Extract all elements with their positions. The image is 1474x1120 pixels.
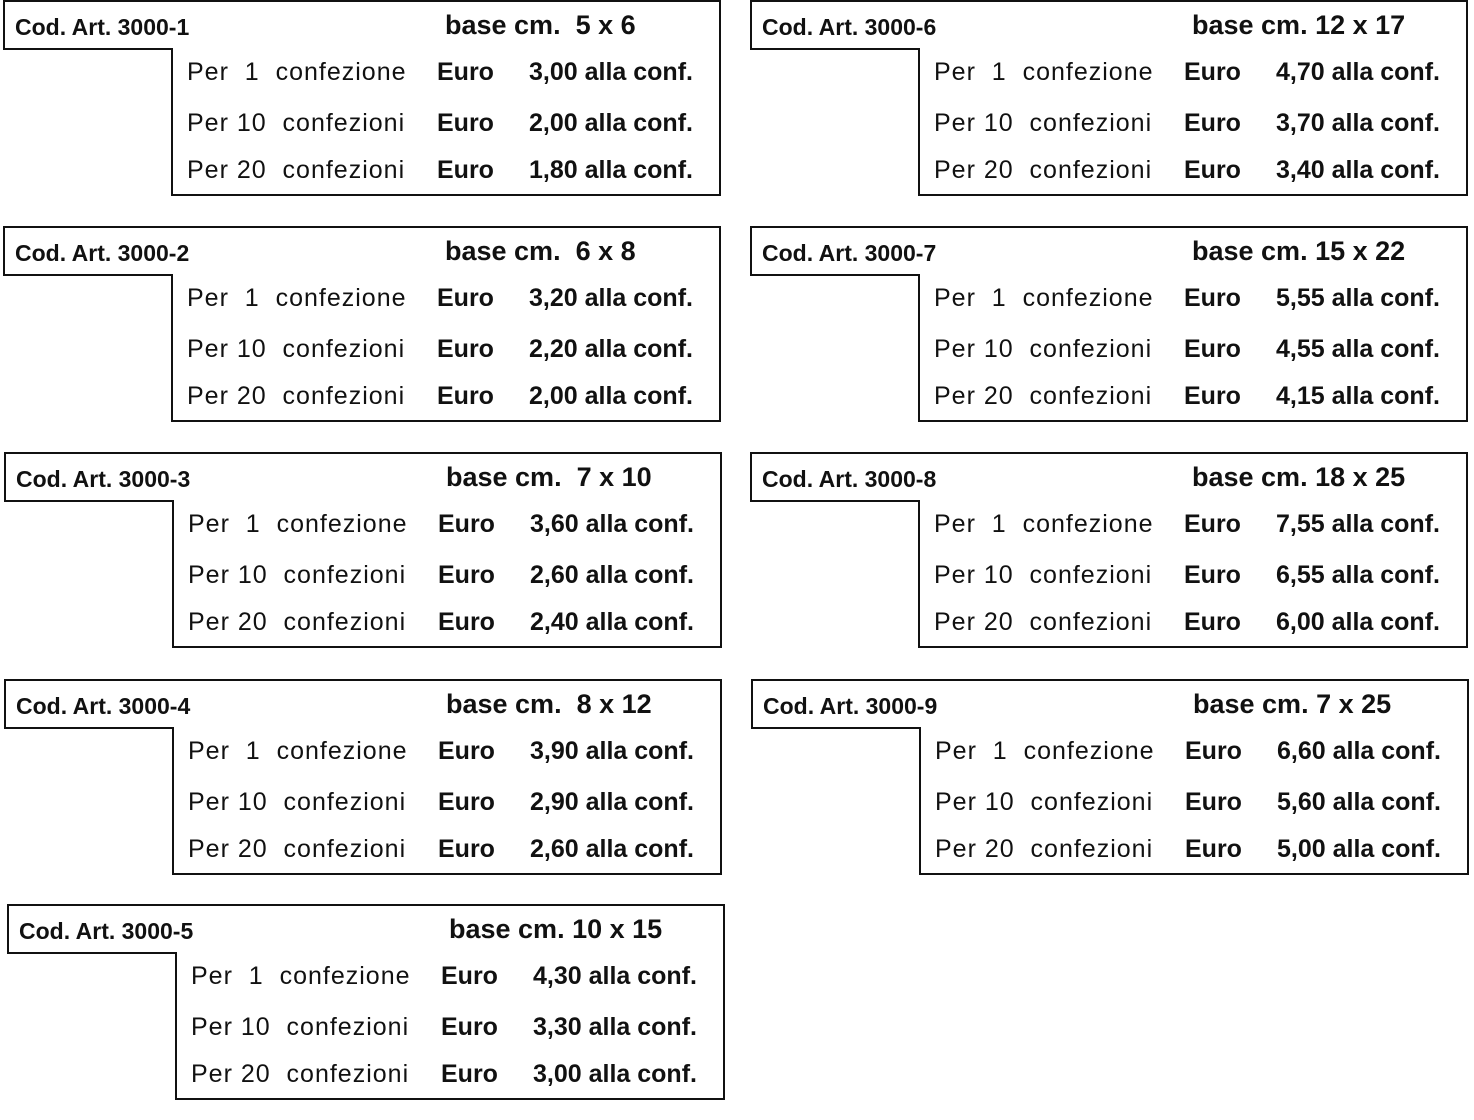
- article-base-size: base cm. 10 x 15: [449, 914, 663, 944]
- quantity-label: Per 20 confezioni: [187, 156, 406, 184]
- price-row: [920, 152, 1466, 192]
- currency-label: Euro: [438, 608, 495, 636]
- article-base-size: base cm. 6 x 8: [445, 236, 636, 266]
- article-code: Cod. Art. 3000-5: [19, 918, 194, 944]
- article-header: [4, 679, 722, 729]
- quantity-label: Per 1 confezione: [934, 510, 1154, 538]
- unit-price: 2,60 alla conf.: [530, 561, 694, 589]
- currency-label: Euro: [1185, 788, 1242, 816]
- price-row: [173, 105, 719, 145]
- unit-price: 2,60 alla conf.: [530, 835, 694, 863]
- article-code: Cod. Art. 3000-9: [763, 693, 938, 719]
- currency-label: Euro: [437, 284, 494, 312]
- price-table: [919, 727, 1469, 875]
- article-header: [750, 0, 1468, 50]
- currency-label: Euro: [441, 962, 498, 990]
- quantity-label: Per 10 confezioni: [934, 561, 1153, 589]
- article-block-3000-2: [3, 226, 721, 422]
- article-header: [3, 226, 721, 276]
- unit-price: 4,15 alla conf.: [1276, 382, 1440, 410]
- price-table: [918, 274, 1468, 422]
- article-block-3000-7: [750, 226, 1468, 422]
- unit-price: 7,55 alla conf.: [1276, 510, 1440, 538]
- currency-label: Euro: [438, 510, 495, 538]
- quantity-label: Per 1 confezione: [188, 737, 408, 765]
- price-row: [174, 506, 720, 546]
- unit-price: 5,00 alla conf.: [1277, 835, 1441, 863]
- unit-price: 6,55 alla conf.: [1276, 561, 1440, 589]
- price-row: [173, 331, 719, 371]
- currency-label: Euro: [437, 58, 494, 86]
- unit-price: 5,60 alla conf.: [1277, 788, 1441, 816]
- article-block-3000-8: [750, 452, 1468, 648]
- currency-label: Euro: [1184, 608, 1241, 636]
- unit-price: 5,55 alla conf.: [1276, 284, 1440, 312]
- quantity-label: Per 1 confezione: [191, 962, 411, 990]
- quantity-label: Per 1 confezione: [187, 284, 407, 312]
- price-row: [177, 1056, 723, 1096]
- article-base-size: base cm. 15 x 22: [1192, 236, 1406, 266]
- quantity-label: Per 10 confezioni: [934, 335, 1153, 363]
- unit-price: 3,40 alla conf.: [1276, 156, 1440, 184]
- price-row: [177, 1009, 723, 1049]
- price-row: [173, 378, 719, 418]
- article-code: Cod. Art. 3000-4: [16, 693, 191, 719]
- price-table: [175, 952, 725, 1100]
- quantity-label: Per 1 confezione: [187, 58, 407, 86]
- article-header: [750, 452, 1468, 502]
- unit-price: 3,30 alla conf.: [533, 1013, 697, 1041]
- quantity-label: Per 10 confezioni: [187, 335, 406, 363]
- article-code: Cod. Art. 3000-2: [15, 240, 190, 266]
- article-base-size: base cm. 7 x 10: [446, 462, 652, 492]
- price-row: [920, 331, 1466, 371]
- currency-label: Euro: [1184, 382, 1241, 410]
- quantity-label: Per 20 confezioni: [934, 156, 1153, 184]
- quantity-label: Per 10 confezioni: [191, 1013, 410, 1041]
- unit-price: 3,00 alla conf.: [529, 58, 693, 86]
- quantity-label: Per 10 confezioni: [935, 788, 1154, 816]
- unit-price: 3,70 alla conf.: [1276, 109, 1440, 137]
- currency-label: Euro: [441, 1060, 498, 1088]
- currency-label: Euro: [1184, 561, 1241, 589]
- currency-label: Euro: [1185, 835, 1242, 863]
- price-row: [174, 557, 720, 597]
- price-row: [174, 733, 720, 773]
- quantity-label: Per 20 confezioni: [191, 1060, 410, 1088]
- article-block-3000-5: [7, 904, 725, 1100]
- article-base-size: base cm. 7 x 25: [1193, 689, 1392, 719]
- unit-price: 6,60 alla conf.: [1277, 737, 1441, 765]
- price-table: [918, 48, 1468, 196]
- unit-price: 4,30 alla conf.: [533, 962, 697, 990]
- unit-price: 2,00 alla conf.: [529, 382, 693, 410]
- unit-price: 2,90 alla conf.: [530, 788, 694, 816]
- article-header: [750, 226, 1468, 276]
- unit-price: 3,20 alla conf.: [529, 284, 693, 312]
- currency-label: Euro: [441, 1013, 498, 1041]
- unit-price: 3,60 alla conf.: [530, 510, 694, 538]
- price-table: [171, 48, 721, 196]
- currency-label: Euro: [438, 561, 495, 589]
- price-table: [172, 727, 722, 875]
- article-header: [4, 452, 722, 502]
- quantity-label: Per 20 confezioni: [188, 608, 407, 636]
- price-row: [921, 784, 1467, 824]
- currency-label: Euro: [437, 109, 494, 137]
- price-row: [920, 557, 1466, 597]
- quantity-label: Per 1 confezione: [188, 510, 408, 538]
- quantity-label: Per 1 confezione: [934, 58, 1154, 86]
- currency-label: Euro: [1185, 737, 1242, 765]
- price-row: [174, 604, 720, 644]
- price-row: [174, 784, 720, 824]
- price-row: [920, 604, 1466, 644]
- quantity-label: Per 20 confezioni: [187, 382, 406, 410]
- price-row: [920, 378, 1466, 418]
- quantity-label: Per 1 confezione: [935, 737, 1155, 765]
- article-base-size: base cm. 12 x 17: [1192, 10, 1406, 40]
- price-row: [173, 280, 719, 320]
- unit-price: 6,00 alla conf.: [1276, 608, 1440, 636]
- quantity-label: Per 20 confezioni: [188, 835, 407, 863]
- quantity-label: Per 10 confezioni: [187, 109, 406, 137]
- article-code: Cod. Art. 3000-6: [762, 14, 937, 40]
- currency-label: Euro: [1184, 109, 1241, 137]
- unit-price: 2,20 alla conf.: [529, 335, 693, 363]
- currency-label: Euro: [1184, 510, 1241, 538]
- article-code: Cod. Art. 3000-8: [762, 466, 937, 492]
- currency-label: Euro: [1184, 156, 1241, 184]
- currency-label: Euro: [438, 737, 495, 765]
- currency-label: Euro: [438, 835, 495, 863]
- article-header: [7, 904, 725, 954]
- price-table: [918, 500, 1468, 648]
- article-base-size: base cm. 5 x 6: [445, 10, 636, 40]
- article-code: Cod. Art. 3000-1: [15, 14, 190, 40]
- unit-price: 4,55 alla conf.: [1276, 335, 1440, 363]
- unit-price: 3,00 alla conf.: [533, 1060, 697, 1088]
- currency-label: Euro: [437, 156, 494, 184]
- article-header: [3, 0, 721, 50]
- currency-label: Euro: [437, 382, 494, 410]
- currency-label: Euro: [1184, 335, 1241, 363]
- currency-label: Euro: [437, 335, 494, 363]
- quantity-label: Per 10 confezioni: [188, 561, 407, 589]
- article-code: Cod. Art. 3000-3: [16, 466, 191, 492]
- price-row: [921, 733, 1467, 773]
- article-block-3000-9: [751, 679, 1469, 875]
- unit-price: 3,90 alla conf.: [530, 737, 694, 765]
- price-row: [920, 506, 1466, 546]
- price-row: [920, 105, 1466, 145]
- currency-label: Euro: [438, 788, 495, 816]
- unit-price: 2,40 alla conf.: [530, 608, 694, 636]
- unit-price: 4,70 alla conf.: [1276, 58, 1440, 86]
- quantity-label: Per 20 confezioni: [934, 382, 1153, 410]
- price-table: [171, 274, 721, 422]
- article-base-size: base cm. 18 x 25: [1192, 462, 1406, 492]
- unit-price: 2,00 alla conf.: [529, 109, 693, 137]
- price-row: [920, 54, 1466, 94]
- unit-price: 1,80 alla conf.: [529, 156, 693, 184]
- currency-label: Euro: [1184, 58, 1241, 86]
- price-row: [173, 54, 719, 94]
- price-row: [921, 831, 1467, 871]
- price-row: [920, 280, 1466, 320]
- price-row: [174, 831, 720, 871]
- article-header: [751, 679, 1469, 729]
- article-block-3000-6: [750, 0, 1468, 196]
- currency-label: Euro: [1184, 284, 1241, 312]
- article-block-3000-1: [3, 0, 721, 196]
- price-row: [177, 958, 723, 998]
- quantity-label: Per 10 confezioni: [188, 788, 407, 816]
- article-base-size: base cm. 8 x 12: [446, 689, 652, 719]
- article-block-3000-3: [4, 452, 722, 648]
- quantity-label: Per 20 confezioni: [935, 835, 1154, 863]
- price-row: [173, 152, 719, 192]
- quantity-label: Per 10 confezioni: [934, 109, 1153, 137]
- quantity-label: Per 1 confezione: [934, 284, 1154, 312]
- price-table: [172, 500, 722, 648]
- article-block-3000-4: [4, 679, 722, 875]
- article-code: Cod. Art. 3000-7: [762, 240, 937, 266]
- quantity-label: Per 20 confezioni: [934, 608, 1153, 636]
